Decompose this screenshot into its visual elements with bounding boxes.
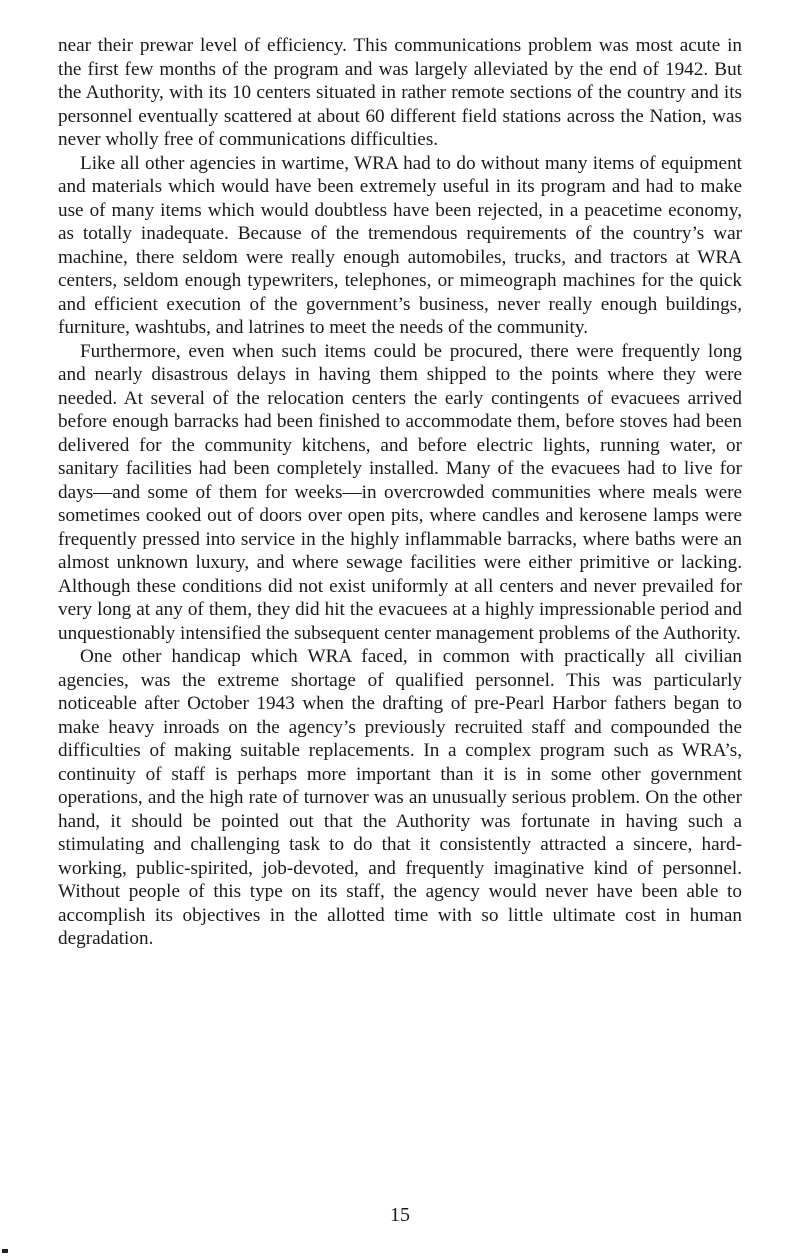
paragraph-equipment-shortages: Like all other agencies in wartime, WRA had to do without many items of equipment and materials which would have been extremely useful in its program and had to make use of many items which would doubtless have been rejected, in a peacetime economy, as totally inadequate. Because of the tremendous requirements of the country’s war machine, there seldom were really enough automobiles, trucks, and tractors at WRA centers, seldom enough typewriters, telephones, or mimeograph machines for the quick and efficient execution of the government’s business, never really enough buildings, furniture, washtubs, and latrines to meet the needs of the community. <box>58 152 742 338</box>
scan-mark <box>2 1249 8 1253</box>
paragraph-shipping-delays: Furthermore, even when such items could be procured, there were frequently long and nearly disastrous delays in having them shipped to the points where they were needed. At several of the relocation centers the early contingents of evacuees arrived before enough barracks had been finished to accommodate them, before stoves had been delivered for the community kitchens, and before electric lights, running water, or sanitary facilities had been completely installed. Many of the evacuees had to live for days—and some of them for weeks—in overcrowded communities where meals were sometimes cooked out of doors over open pits, where candles and kerosene lamps were frequently pressed into service in the highly inflammable barracks, where baths were an almost unknown luxury, and where sewage facilities were either primitive or lacking. Although these conditions did not exist uniformly at all centers and never prevailed for very long at any of them, they did hit the evacuees at a highly impressionable period and unquestionably intensified the subsequent center management problems of the Authority. <box>58 340 742 644</box>
paragraph-continuation: near their prewar level of efficiency. This communications problem was most acute in the first few months of the program and was largely alleviated by the end of 1942. But the Authority, with its 10 centers situated in rather remote sections of the country and its personnel eventually scattered at about 60 different field stations across the Nation, was never wholly free of communications difficulties. <box>58 35 742 150</box>
paragraph-personnel-shortage: One other handicap which WRA faced, in common with practically all civilian agencies, was the extreme shortage of qualified personnel. This was particularly noticeable after October 1943 when the drafting of pre-Pearl Harbor fathers began to make heavy inroads on the agency’s previously recruited staff and compounded the difficulties of making suitable replacements. In a complex program such as WRA’s, continuity of staff is perhaps more important than it is in some other government operations, and the high rate of turnover was an unusually serious problem. On the other hand, it should be pointed out that the Authority was fortunate in having such a stimulating and challenging task to do that it consistently attracted a sincere, hard-working, public-spirited, job-devoted, and frequently imaginative kind of personnel. Without people of this type on its staff, the agency would never have been able to accomplish its objectives in the allotted time with so little ultimate cost in human degradation. <box>58 646 742 949</box>
page-number: 15 <box>390 1204 410 1226</box>
page-body <box>58 34 742 951</box>
